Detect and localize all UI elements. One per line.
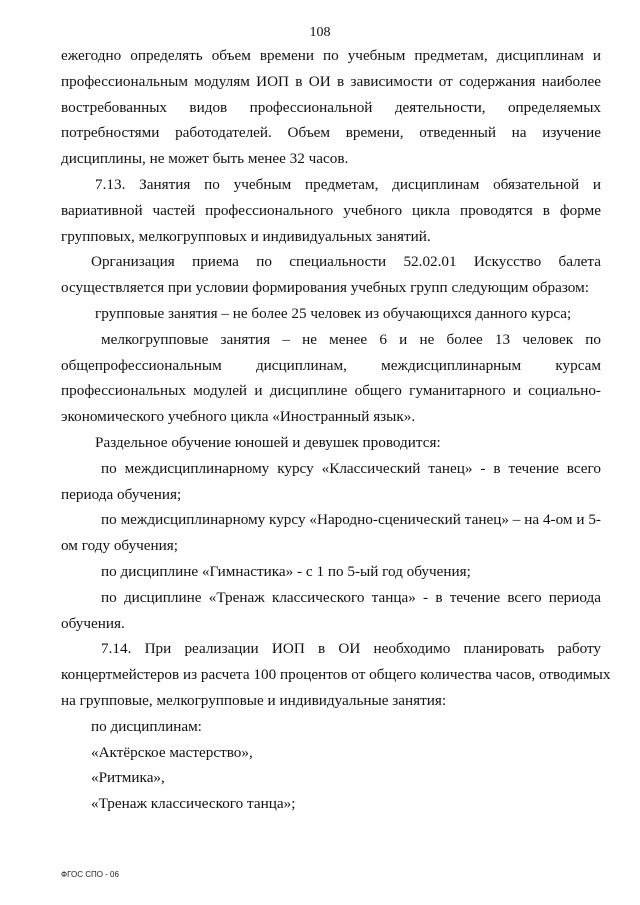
text-line: по дисциплинам:	[91, 717, 202, 735]
text-line: ом году обучения;	[61, 537, 179, 555]
text-line: «Актёрское мастерство»,	[91, 743, 253, 761]
text-line: экономического учебного цикла «Иностранный язык».	[61, 408, 416, 426]
text-line: по междисциплинарному курсу «Классический танец» - в течение всего	[101, 459, 601, 477]
text-line: Организация приема по специальности 52.02.01 Искусство балета	[91, 253, 601, 271]
text-line: дисциплины, не может быть менее 32 часов.	[61, 150, 349, 168]
page-number: 108	[309, 25, 331, 40]
text-line: осуществляется при условии формирования учебных групп следующим образом:	[61, 279, 589, 297]
text-line: групповых, мелкогрупповых и индивидуальных занятий.	[61, 227, 431, 245]
text-line: по дисциплине «Тренаж классического танца» - в течение всего периода	[101, 588, 601, 606]
text-line: «Тренаж классического танца»;	[91, 795, 296, 813]
text-line: вариативной частей профессионального учебного цикла проводятся в форме	[61, 201, 601, 219]
text-line: периода обучения;	[61, 485, 182, 503]
text-line: по междисциплинарному курсу «Народно-сценический танец» – на 4-ом и 5-	[101, 511, 601, 529]
text-line: обучения.	[61, 614, 125, 632]
text-line: потребностями работодателей. Объем времени, отведенный на изучение	[61, 124, 601, 142]
text-line: «Ритмика»,	[91, 769, 165, 787]
text-line: групповые занятия – не более 25 человек из обучающихся данного курса;	[95, 304, 572, 322]
body-text	[61, 43, 611, 817]
text-line: профессиональных модулей и дисциплине общего гуманитарного и социально-	[61, 382, 601, 400]
text-line: на групповые, мелкогрупповые и индивидуальные занятия:	[61, 691, 447, 709]
text-line: востребованных видов профессиональной деятельности, определяемых	[61, 98, 601, 116]
text-line: концертмейстеров из расчета 100 процентов от общего количества часов, отводимых	[61, 666, 611, 684]
text-line: профессиональным модулям ИОП в ОИ в зависимости от содержания наиболее	[61, 72, 601, 90]
footer-label: ФГОС СПО - 06	[61, 870, 119, 879]
text-line: мелкогрупповые занятия – не менее 6 и не более 13 человек по	[101, 330, 601, 348]
text-line: по дисциплине «Гимнастика» - с 1 по 5-ый год обучения;	[101, 562, 471, 580]
text-line: ежегодно определять объем времени по учебным предметам, дисциплинам и	[61, 47, 601, 64]
text-line: Раздельное обучение юношей и девушек проводится:	[95, 433, 441, 451]
text-line: 7.13. Занятия по учебным предметам, дисциплинам обязательной и	[95, 175, 601, 193]
text-line: 7.14. При реализации ИОП в ОИ необходимо планировать работу	[101, 640, 601, 658]
text-line: общепрофессиональным дисциплинам, междисциплинарным курсам	[61, 356, 601, 374]
